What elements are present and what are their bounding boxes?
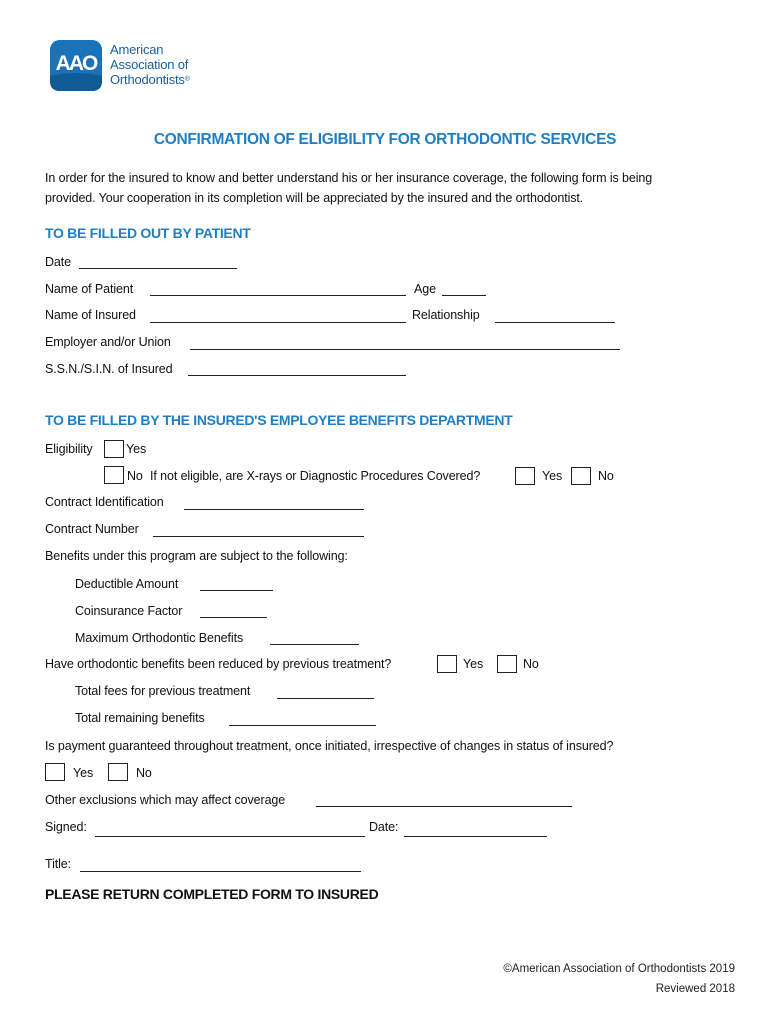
guaranteed-yes-checkbox[interactable] <box>45 763 65 781</box>
total-remaining-field[interactable] <box>229 725 376 726</box>
footer-reviewed: Reviewed 2018 <box>655 983 735 995</box>
xray-yes-checkbox[interactable] <box>515 467 535 485</box>
intro-line-2: provided. Your cooperation in its completion will be appreciated by the insured and the orthodontist. <box>45 191 584 205</box>
return-notice: PLEASE RETURN COMPLETED FORM TO INSURED <box>45 886 379 902</box>
xray-no-label: No <box>598 469 614 483</box>
guaranteed-yes-label: Yes <box>73 766 94 780</box>
signed-field[interactable] <box>95 836 365 837</box>
coinsurance-label: Coinsurance Factor <box>75 604 183 618</box>
date-field[interactable] <box>79 268 237 269</box>
logo-line-2: Association of <box>110 57 189 72</box>
footer-copyright: ©American Association of Orthodontists 2019 <box>503 963 735 975</box>
deductible-field[interactable] <box>200 590 273 591</box>
ssn-label: S.S.N./S.I.N. of Insured <box>45 362 173 376</box>
aao-logo-badge <box>50 40 102 91</box>
subject-to-text: Benefits under this program are subject to the following: <box>45 549 348 563</box>
reduced-question: Have orthodontic benefits been reduced by previous treatment? <box>45 657 392 671</box>
contract-id-label: Contract Identification <box>45 495 164 509</box>
employer-field[interactable] <box>190 349 620 350</box>
relationship-field[interactable] <box>495 322 615 323</box>
name-of-patient-label: Name of Patient <box>45 282 134 296</box>
reduced-yes-checkbox[interactable] <box>437 655 457 673</box>
coinsurance-field[interactable] <box>200 617 267 618</box>
eligibility-label: Eligibility <box>45 442 93 456</box>
logo-badge-text: AAO <box>55 52 97 75</box>
eligibility-yes-label: Yes <box>126 442 147 456</box>
total-remaining-label: Total remaining benefits <box>75 711 205 725</box>
page-title: CONFIRMATION OF ELIGIBILITY FOR ORTHODONTIC SERVICES <box>153 131 617 148</box>
deductible-label: Deductible Amount <box>75 577 179 591</box>
eligibility-no-checkbox[interactable] <box>104 466 124 484</box>
other-exclusions-field[interactable] <box>316 806 572 807</box>
ssn-field[interactable] <box>188 375 406 376</box>
logo-line-1: American <box>110 42 164 57</box>
guaranteed-question: Is payment guaranteed throughout treatment, once initiated, irrespective of changes in status of insured? <box>45 739 614 753</box>
name-of-insured-label: Name of Insured <box>45 308 136 322</box>
name-of-insured-field[interactable] <box>150 322 406 323</box>
benefits-section-heading: TO BE FILLED BY THE INSURED'S EMPLOYEE BENEFITS DEPARTMENT <box>45 412 513 428</box>
xray-question: If not eligible, are X-rays or Diagnostic Procedures Covered? <box>150 469 481 483</box>
other-exclusions-label: Other exclusions which may affect coverage <box>45 793 286 807</box>
sign-date-field[interactable] <box>404 836 547 837</box>
contract-id-field[interactable] <box>184 509 364 510</box>
logo-line-3: Orthodontists® <box>110 72 190 87</box>
contract-number-field[interactable] <box>153 536 364 537</box>
eligibility-no-label: No <box>127 469 143 483</box>
relationship-label: Relationship <box>412 308 480 322</box>
reduced-no-label: No <box>523 657 539 671</box>
reduced-yes-label: Yes <box>463 657 484 671</box>
total-fees-label: Total fees for previous treatment <box>75 684 251 698</box>
signed-label: Signed: <box>45 820 87 834</box>
date-label: Date <box>45 255 72 269</box>
patient-section-heading: TO BE FILLED OUT BY PATIENT <box>45 225 251 241</box>
logo-wordmark <box>110 42 190 87</box>
eligibility-yes-checkbox[interactable] <box>104 440 124 458</box>
total-fees-field[interactable] <box>277 698 374 699</box>
age-label: Age <box>414 282 436 296</box>
age-field[interactable] <box>442 295 486 296</box>
reduced-no-checkbox[interactable] <box>497 655 517 673</box>
max-benefits-label: Maximum Orthodontic Benefits <box>75 631 244 645</box>
guaranteed-no-checkbox[interactable] <box>108 763 128 781</box>
registered-mark: ® <box>184 76 190 83</box>
intro-line-1: In order for the insured to know and better understand his or her insurance coverage, the following form is being <box>45 171 653 185</box>
intro-paragraph <box>45 168 735 208</box>
aao-logo-icon <box>50 40 102 91</box>
sign-date-label: Date: <box>369 820 399 834</box>
guaranteed-no-label: No <box>136 766 152 780</box>
xray-yes-label: Yes <box>542 469 563 483</box>
contract-number-label: Contract Number <box>45 522 139 536</box>
xray-no-checkbox[interactable] <box>571 467 591 485</box>
name-of-patient-field[interactable] <box>150 295 406 296</box>
title-field[interactable] <box>80 871 361 872</box>
title-label: Title: <box>45 857 72 871</box>
max-benefits-field[interactable] <box>270 644 359 645</box>
employer-label: Employer and/or Union <box>45 335 171 349</box>
